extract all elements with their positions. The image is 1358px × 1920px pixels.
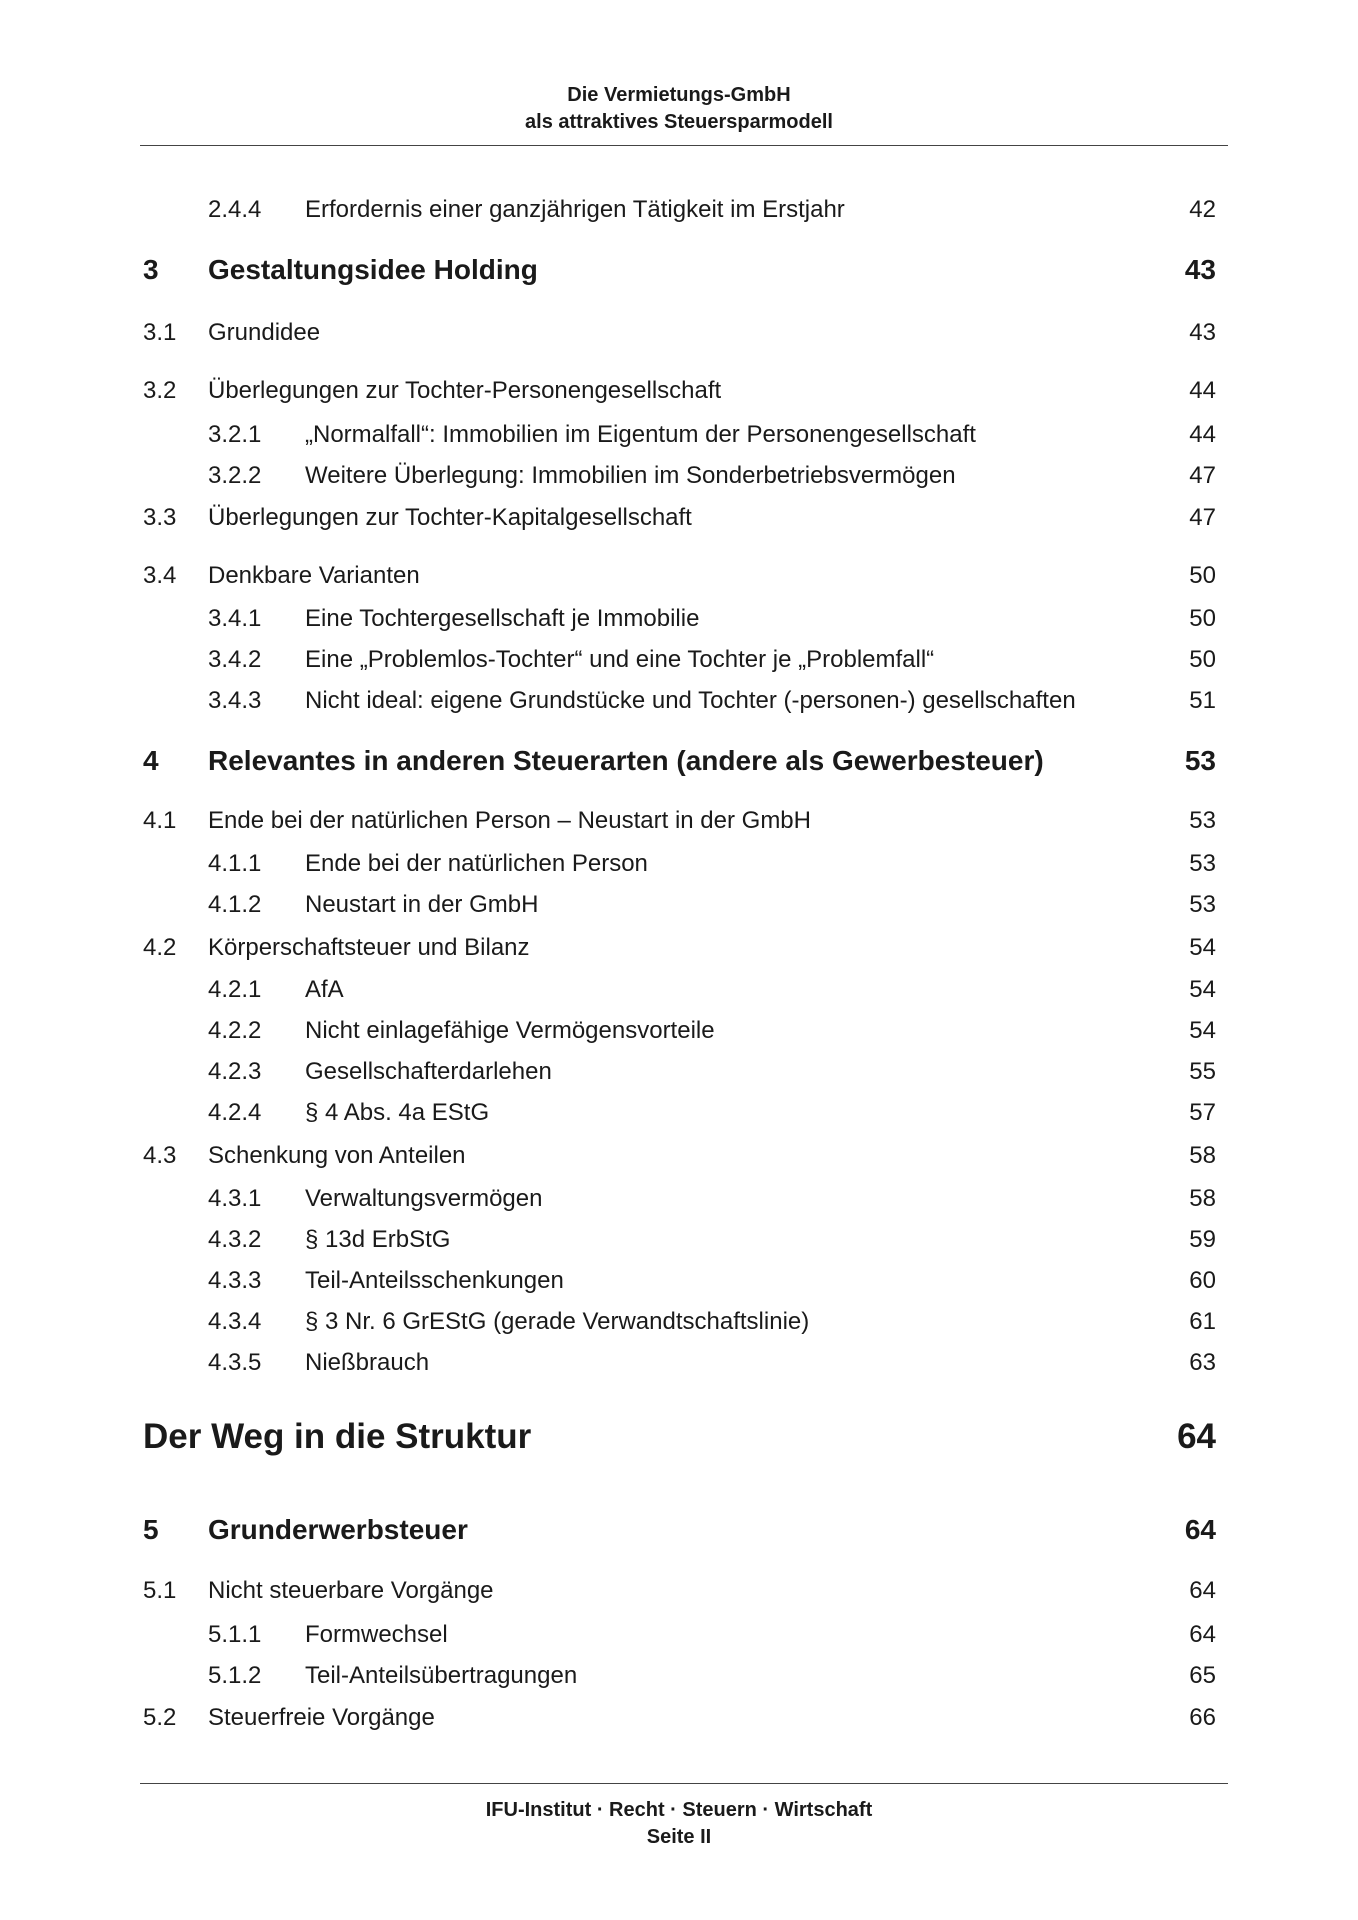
toc-entry-title: „Normalfall“: Immobilien im Eigentum der Personengesellschaft xyxy=(305,421,976,448)
toc-entry-number: 4.3.2 xyxy=(208,1226,262,1253)
toc-entry-page: 57 xyxy=(1189,1099,1216,1126)
toc-entry-title: Neustart in der GmbH xyxy=(305,891,539,918)
toc-entry-title: Der Weg in die Struktur xyxy=(143,1417,532,1456)
toc-entry-number: 3.4.2 xyxy=(208,646,262,673)
header-subtitle: als attraktives Steuersparmodell xyxy=(525,111,833,133)
toc-entry-page: 66 xyxy=(1189,1704,1216,1731)
toc-entry-page: 43 xyxy=(1189,319,1216,346)
toc-entry-title: § 3 Nr. 6 GrEStG (gerade Verwandtschaftslinie) xyxy=(305,1308,810,1335)
toc-entry-page: 50 xyxy=(1189,646,1216,673)
toc-entry-title: Körperschaftsteuer und Bilanz xyxy=(208,934,530,961)
toc-entry-number: 3.3 xyxy=(143,504,177,531)
toc-entry-page: 64 xyxy=(1189,1577,1216,1604)
toc-entry-number: 4.2 xyxy=(143,934,177,961)
toc-entry-number: 4.3.3 xyxy=(208,1267,262,1294)
toc-entry-page: 50 xyxy=(1189,605,1216,632)
toc-entry-title: Weitere Überlegung: Immobilien im Sonderbetriebsvermögen xyxy=(305,462,956,489)
toc-entry-title: Nießbrauch xyxy=(305,1349,430,1376)
toc-entry-page: 55 xyxy=(1189,1058,1216,1085)
toc-entry-number: 3.2 xyxy=(143,377,177,404)
toc-entry-page: 54 xyxy=(1189,1017,1216,1044)
toc-entry-page: 42 xyxy=(1189,196,1216,223)
toc-entry-title: Ende bei der natürlichen Person – Neustart in der GmbH xyxy=(208,807,811,834)
toc-entry-number: 2.4.4 xyxy=(208,196,262,223)
toc-entry-page: 50 xyxy=(1189,562,1216,589)
toc-entry-number: 4.1.1 xyxy=(208,850,262,877)
toc-entry-number: 3.2.1 xyxy=(208,421,262,448)
toc-entry-title: Gestaltungsidee Holding xyxy=(208,254,538,285)
toc-entry-page: 53 xyxy=(1189,807,1216,834)
toc-entry-title: Denkbare Varianten xyxy=(208,562,420,589)
toc-entry-page: 47 xyxy=(1189,462,1216,489)
toc-entry-title: Formwechsel xyxy=(305,1621,448,1648)
footer-publisher: IFU-Institut · Recht · Steuern · Wirtschaft xyxy=(485,1799,873,1821)
toc-entry-page: 60 xyxy=(1189,1267,1216,1294)
toc-entry-page: 51 xyxy=(1189,687,1216,714)
toc-entry-title: Relevantes in anderen Steuerarten (andere als Gewerbesteuer) xyxy=(208,745,1044,776)
toc-entry-number: 5.1.2 xyxy=(208,1662,262,1689)
toc-entry-number: 4.1.2 xyxy=(208,891,262,918)
toc-entry-number: 4.2.1 xyxy=(208,976,262,1003)
toc-entry-number: 5.1 xyxy=(143,1577,177,1604)
toc-entry-title: Verwaltungsvermögen xyxy=(305,1185,543,1212)
toc-entry-number: 4.3.5 xyxy=(208,1349,262,1376)
toc-entry-number: 3 xyxy=(143,254,159,285)
toc-entry-number: 5 xyxy=(143,1514,159,1545)
toc-entry-number: 4.2.3 xyxy=(208,1058,262,1085)
toc-entry-page: 54 xyxy=(1189,976,1216,1003)
toc-entry-page: 63 xyxy=(1189,1349,1216,1376)
toc-entry-number: 3.2.2 xyxy=(208,462,262,489)
footer-rule xyxy=(140,1783,1228,1784)
toc-entry-title: Schenkung von Anteilen xyxy=(208,1142,466,1169)
toc-entry-title: AfA xyxy=(305,976,344,1003)
toc-entry-number: 4.2.4 xyxy=(208,1099,262,1126)
toc-entry-title: Teil-Anteilsübertragungen xyxy=(305,1662,578,1689)
toc-entry-title: Überlegungen zur Tochter-Personengesellschaft xyxy=(208,377,722,404)
toc-entry-title: Grundidee xyxy=(208,319,321,346)
toc-entry-title: § 13d ErbStG xyxy=(305,1226,451,1253)
toc-entry-page: 53 xyxy=(1189,891,1216,918)
toc-entry-title: Ende bei der natürlichen Person xyxy=(305,850,648,877)
toc-entry-title: Teil-Anteilsschenkungen xyxy=(305,1267,564,1294)
toc-entry-number: 5.2 xyxy=(143,1704,177,1731)
toc-entry-number: 3.1 xyxy=(143,319,177,346)
toc-entry-number: 4.1 xyxy=(143,807,177,834)
toc-entry-page: 53 xyxy=(1189,850,1216,877)
toc-entry-page: 65 xyxy=(1189,1662,1216,1689)
toc-entry-page: 47 xyxy=(1189,504,1216,531)
toc-entry-title: Eine Tochtergesellschaft je Immobilie xyxy=(305,605,700,632)
toc-entry-page: 59 xyxy=(1189,1226,1216,1253)
toc-entry-title: Erfordernis einer ganzjährigen Tätigkeit im Erstjahr xyxy=(305,196,845,223)
toc-entry-title: Nicht einlagefähige Vermögensvorteile xyxy=(305,1017,715,1044)
toc-entry-number: 4 xyxy=(143,745,159,776)
header-title: Die Vermietungs-GmbH xyxy=(567,84,791,106)
toc-entry-page: 61 xyxy=(1189,1308,1216,1335)
toc-entry-title: Nicht steuerbare Vorgänge xyxy=(208,1577,494,1604)
toc-entry-page: 64 xyxy=(1177,1417,1216,1456)
toc-entry-page: 53 xyxy=(1184,745,1216,776)
toc-entry-page: 44 xyxy=(1189,421,1216,448)
page-footer xyxy=(0,1797,1358,1851)
toc-entry-page: 64 xyxy=(1189,1621,1216,1648)
toc-entry-page: 43 xyxy=(1184,254,1216,285)
toc-entry-number: 3.4.3 xyxy=(208,687,262,714)
toc-entry-page: 44 xyxy=(1189,377,1216,404)
toc-entry-page: 58 xyxy=(1189,1142,1216,1169)
toc-entry-title: Nicht ideal: eigene Grundstücke und Tochter (-personen-) gesellschaften xyxy=(305,687,1076,714)
toc-entry-page: 54 xyxy=(1189,934,1216,961)
toc-entry-number: 4.3.1 xyxy=(208,1185,262,1212)
toc-entry-title: Gesellschafterdarlehen xyxy=(305,1058,552,1085)
toc-entry-number: 4.3.4 xyxy=(208,1308,262,1335)
toc-entry-title: § 4 Abs. 4a EStG xyxy=(305,1099,490,1126)
toc-entry-title: Grunderwerbsteuer xyxy=(208,1514,468,1545)
toc-entry-number: 4.2.2 xyxy=(208,1017,262,1044)
footer-page-number: Seite II xyxy=(646,1826,712,1848)
toc-entry-title: Steuerfreie Vorgänge xyxy=(208,1704,435,1731)
toc-entry-page: 64 xyxy=(1184,1514,1216,1545)
toc-entry-number: 5.1.1 xyxy=(208,1621,262,1648)
toc-entry-number: 3.4.1 xyxy=(208,605,262,632)
toc-entry-number: 4.3 xyxy=(143,1142,177,1169)
toc-entry-title: Überlegungen zur Tochter-Kapitalgesellschaft xyxy=(208,504,692,531)
toc-entry-title: Eine „Problemlos-Tochter“ und eine Tochter je „Problemfall“ xyxy=(305,646,935,673)
toc-entry-number: 3.4 xyxy=(143,562,177,589)
toc-entry-page: 58 xyxy=(1189,1185,1216,1212)
